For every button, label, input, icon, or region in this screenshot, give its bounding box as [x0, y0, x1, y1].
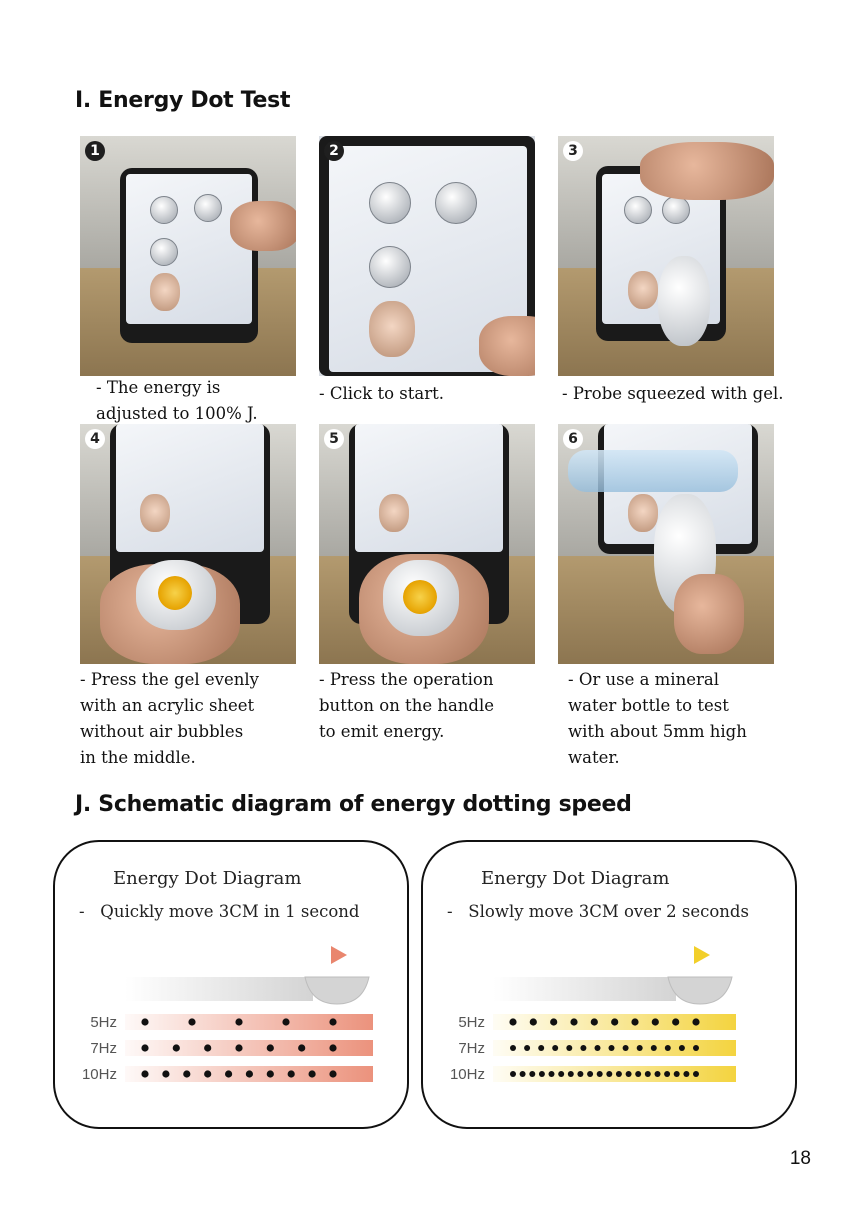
photo-step-3 — [558, 136, 774, 376]
photo-step-5 — [319, 424, 535, 664]
energy-dot — [246, 1070, 253, 1077]
energy-dot — [587, 1071, 593, 1077]
energy-dot — [568, 1071, 574, 1077]
energy-dot — [616, 1071, 622, 1077]
photo-caption-2: - Click to start. — [319, 384, 444, 403]
energy-dot — [651, 1045, 657, 1051]
photo-caption-1: - The energy is adjusted to 100% J. — [96, 378, 258, 423]
section-j-title: J. Schematic diagram of energy dotting speed — [75, 792, 632, 817]
energy-dot — [235, 1044, 242, 1051]
energy-dot — [188, 1018, 195, 1025]
energy-dot — [692, 1018, 699, 1025]
photo-caption-5: - Press the operation button on the handle to emit energy. — [319, 670, 495, 741]
energy-dot-diagram-fast — [53, 840, 409, 1129]
energy-dot — [329, 1070, 336, 1077]
page-number: 18 — [789, 1148, 811, 1169]
energy-dot — [623, 1045, 629, 1051]
energy-dot — [580, 1045, 586, 1051]
step-number-badge: 1 — [85, 141, 105, 161]
energy-dot — [611, 1018, 618, 1025]
frequency-label: 5Hz — [90, 1014, 117, 1031]
energy-dot — [235, 1018, 242, 1025]
energy-dot — [282, 1018, 289, 1025]
frequency-label: 10Hz — [81, 1066, 117, 1083]
frequency-label: 7Hz — [90, 1040, 117, 1057]
energy-dot — [566, 1045, 572, 1051]
diagram-title: Energy Dot Diagram — [113, 868, 302, 889]
energy-dot-diagram-slow — [421, 840, 797, 1129]
diagram-title: Energy Dot Diagram — [481, 868, 670, 889]
energy-dot — [141, 1018, 148, 1025]
photo-step-4 — [80, 424, 296, 664]
energy-dot — [329, 1018, 336, 1025]
dot-diagram-graphic — [423, 842, 795, 1127]
photo-step-2 — [319, 136, 535, 376]
energy-dot — [204, 1044, 211, 1051]
energy-dot — [591, 1018, 598, 1025]
step-number-badge: 2 — [324, 141, 344, 161]
energy-dot — [225, 1070, 232, 1077]
energy-dot — [693, 1071, 699, 1077]
photo-caption-3: - Probe squeezed with gel. — [562, 384, 784, 403]
diagram-subtitle: - Slowly move 3CM over 2 seconds — [447, 902, 749, 921]
dot-diagram-graphic — [55, 842, 407, 1127]
photo-step-1 — [80, 136, 296, 376]
section-i-title: I. Energy Dot Test — [75, 88, 291, 113]
energy-dot — [665, 1045, 671, 1051]
step-number-badge: 4 — [85, 429, 105, 449]
energy-dot — [655, 1071, 661, 1077]
energy-dot — [183, 1070, 190, 1077]
energy-dot — [552, 1045, 558, 1051]
energy-dot — [570, 1018, 577, 1025]
energy-dot — [162, 1070, 169, 1077]
energy-dot — [664, 1071, 670, 1077]
energy-dot — [539, 1071, 545, 1077]
step-number-badge: 3 — [563, 141, 583, 161]
energy-dot — [524, 1045, 530, 1051]
energy-dot — [595, 1045, 601, 1051]
energy-dot — [538, 1045, 544, 1051]
energy-dot — [577, 1071, 583, 1077]
frequency-label: 5Hz — [458, 1014, 485, 1031]
frequency-label: 10Hz — [449, 1066, 485, 1083]
energy-dot — [637, 1045, 643, 1051]
energy-dot — [549, 1071, 555, 1077]
energy-dot — [510, 1071, 516, 1077]
energy-dot — [645, 1071, 651, 1077]
energy-dot — [652, 1018, 659, 1025]
energy-dot — [509, 1018, 516, 1025]
energy-dot — [672, 1018, 679, 1025]
energy-dot — [173, 1044, 180, 1051]
energy-dot — [141, 1044, 148, 1051]
energy-dot — [520, 1071, 526, 1077]
energy-dot — [635, 1071, 641, 1077]
energy-dot — [606, 1071, 612, 1077]
energy-dot — [267, 1044, 274, 1051]
step-number-badge: 6 — [563, 429, 583, 449]
energy-dot — [267, 1070, 274, 1077]
diagram-subtitle: - Quickly move 3CM in 1 second — [79, 902, 360, 921]
step-number-badge: 5 — [324, 429, 344, 449]
energy-dot — [597, 1071, 603, 1077]
energy-dot — [631, 1018, 638, 1025]
energy-dot — [510, 1045, 516, 1051]
energy-dot — [141, 1070, 148, 1077]
energy-dot — [679, 1045, 685, 1051]
energy-dot — [204, 1070, 211, 1077]
energy-dot — [529, 1071, 535, 1077]
energy-dot — [309, 1070, 316, 1077]
photo-step-6 — [558, 424, 774, 664]
energy-dot — [558, 1071, 564, 1077]
arrow-head — [694, 946, 710, 964]
energy-dot — [683, 1071, 689, 1077]
energy-dot — [626, 1071, 632, 1077]
energy-dot — [298, 1044, 305, 1051]
energy-dot — [693, 1045, 699, 1051]
frequency-label: 7Hz — [458, 1040, 485, 1057]
photo-caption-4: - Press the gel evenly with an acrylic sheet without air bubbles in the middle. — [80, 670, 259, 767]
probe-head-icon — [668, 977, 732, 1004]
energy-dot — [550, 1018, 557, 1025]
energy-dot — [674, 1071, 680, 1077]
probe-head-icon — [305, 977, 369, 1004]
arrow-head — [331, 946, 347, 964]
energy-dot — [609, 1045, 615, 1051]
photo-caption-6: - Or use a mineral water bottle to test with about 5mm high water. — [568, 670, 747, 767]
energy-dot — [530, 1018, 537, 1025]
energy-dot — [288, 1070, 295, 1077]
energy-dot — [329, 1044, 336, 1051]
